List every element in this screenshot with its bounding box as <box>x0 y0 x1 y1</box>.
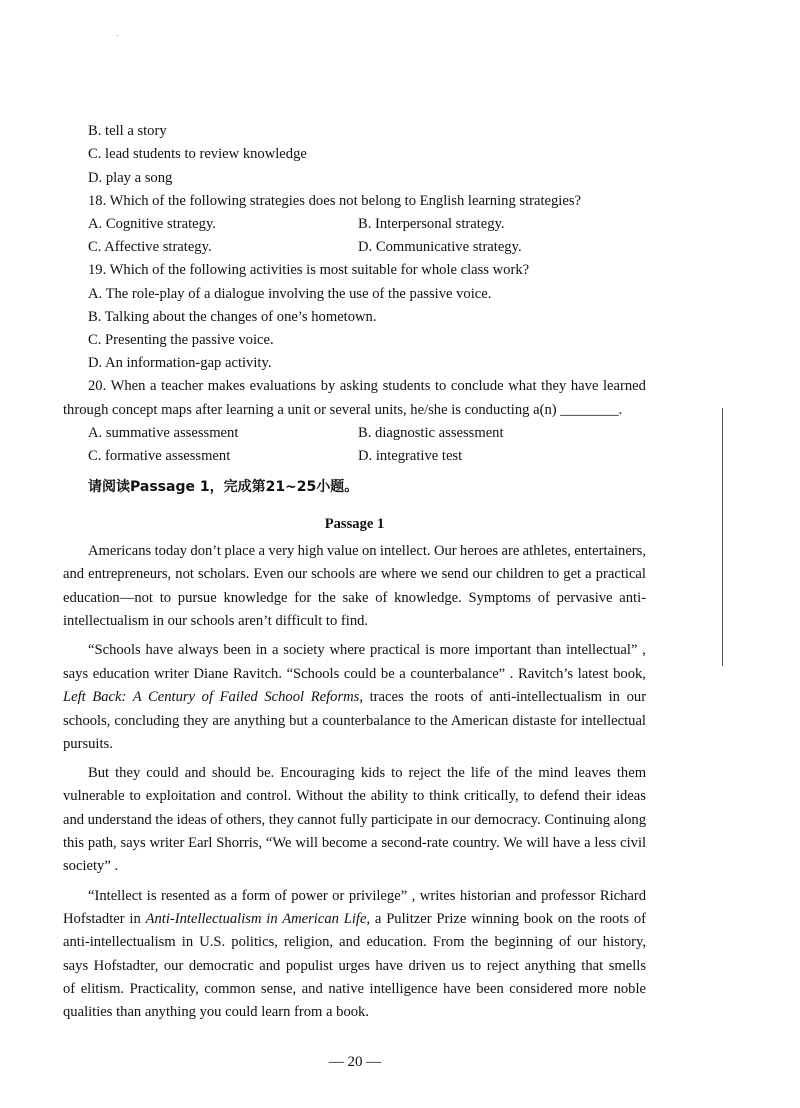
p4-text: Hofstadter in <box>63 911 146 927</box>
q20-stem-line1: 20. When a teacher makes evaluations by asking students to conclude what they have learned <box>88 378 646 394</box>
q20-options-row2 <box>88 447 646 465</box>
book-title: Anti-Intellectualism in American Life <box>145 911 367 927</box>
p4-line <box>63 910 646 928</box>
q18-option-b: B. Interpersonal strategy. <box>358 216 505 232</box>
scan-speck <box>117 35 118 36</box>
q20-option-b: B. diagnostic assessment <box>358 425 504 441</box>
p2-line: schools, concluding they are anything but a counterbalance to the American distaste for intellectual <box>63 713 646 729</box>
p3-line: and understand the ideas of others, they cannot fully participate in our democracy. Continuing along <box>63 812 646 828</box>
book-title: Left Back: A Century of Failed School Reforms <box>63 689 360 705</box>
p2-line: “Schools have always been in a society where practical is more important than intellectual” , <box>88 642 646 658</box>
reading-instruction: 请阅读Passage 1，完成第21~25小题。 <box>88 479 359 495</box>
p1-line: and entrepreneurs, not scholars. Even our schools are where we send our children to get a practical <box>63 566 646 582</box>
q18-options-row1 <box>88 215 646 233</box>
q20-option-c: C. formative assessment <box>88 448 231 464</box>
q19-option-a: A. The role-play of a dialogue involving the use of the passive voice. <box>88 286 492 302</box>
p3-line: society” . <box>63 858 119 874</box>
q18-option-c: C. Affective strategy. <box>88 239 212 255</box>
p1-line: Americans today don’t place a very high value on intellect. Our heroes are athletes, entertainers, <box>88 543 646 559</box>
q19-option-c: C. Presenting the passive voice. <box>88 332 274 348</box>
p1-line: education—not to pursue knowledge for the sake of knowledge. Symptoms of pervasive anti- <box>63 590 646 606</box>
q18-stem: 18. Which of the following strategies does not belong to English learning strategies? <box>88 193 581 209</box>
q19-stem: 19. Which of the following activities is most suitable for whole class work? <box>88 262 530 278</box>
p3-line: this path, says writer Earl Shorris, “We will become a second-rate country. We will have a less civil <box>63 835 647 851</box>
p4-text: , a Pulitzer Prize winning book on the roots of <box>366 911 647 927</box>
q17-option-c: C. lead students to review knowledge <box>88 146 307 162</box>
q19-option-b: B. Talking about the changes of one’s hometown. <box>88 309 377 325</box>
p4-line: “Intellect is resented as a form of power or privilege” , writes historian and professor Richard <box>88 888 647 904</box>
q17-option-b: B. tell a story <box>88 123 167 139</box>
p2-line: pursuits. <box>63 736 113 752</box>
p3-line: But they could and should be. Encouraging kids to reject the life of the mind leaves them <box>88 765 647 781</box>
q18-option-a: A. Cognitive strategy. <box>88 216 216 232</box>
p4-line: qualities than anything you could learn from a book. <box>63 1004 369 1020</box>
p2-line <box>63 688 646 706</box>
p2-text: , traces the roots of anti-intellectualism in our <box>359 689 647 705</box>
p1-line: intellectualism in our schools aren’t difficult to find. <box>63 613 369 629</box>
p4-line: of elitism. Practicality, common sense, and native intelligence have been considered more noble <box>63 981 646 997</box>
p2-line: says education writer Diane Ravitch. “Schools could be a counterbalance” . Ravitch’s latest book, <box>63 666 646 682</box>
p4-line: says Hofstadter, our democratic and populist urges have driven us to reject anything that smells <box>63 958 647 974</box>
q20-option-d: D. integrative test <box>358 448 463 464</box>
p3-line: vulnerable to exploitation and control. Without the ability to think critically, to defend their ideas <box>63 788 646 804</box>
q20-option-a: A. summative assessment <box>88 425 239 441</box>
q18-option-d: D. Communicative strategy. <box>358 239 522 255</box>
p4-line: anti-intellectualism in U.S. politics, religion, and education. From the beginning of our history, <box>63 934 647 950</box>
q20-options-row1 <box>88 424 646 442</box>
q18-options-row2 <box>88 238 646 256</box>
passage-title: Passage 1 <box>324 516 385 532</box>
q17-option-d: D. play a song <box>88 170 173 186</box>
q19-option-d: D. An information-gap activity. <box>88 355 272 371</box>
page-number: — 20 — <box>328 1054 382 1070</box>
q20-stem-line2: through concept maps after learning a unit or several units, he/she is conducting a(n) ________. <box>63 402 623 418</box>
margin-line <box>722 408 723 666</box>
